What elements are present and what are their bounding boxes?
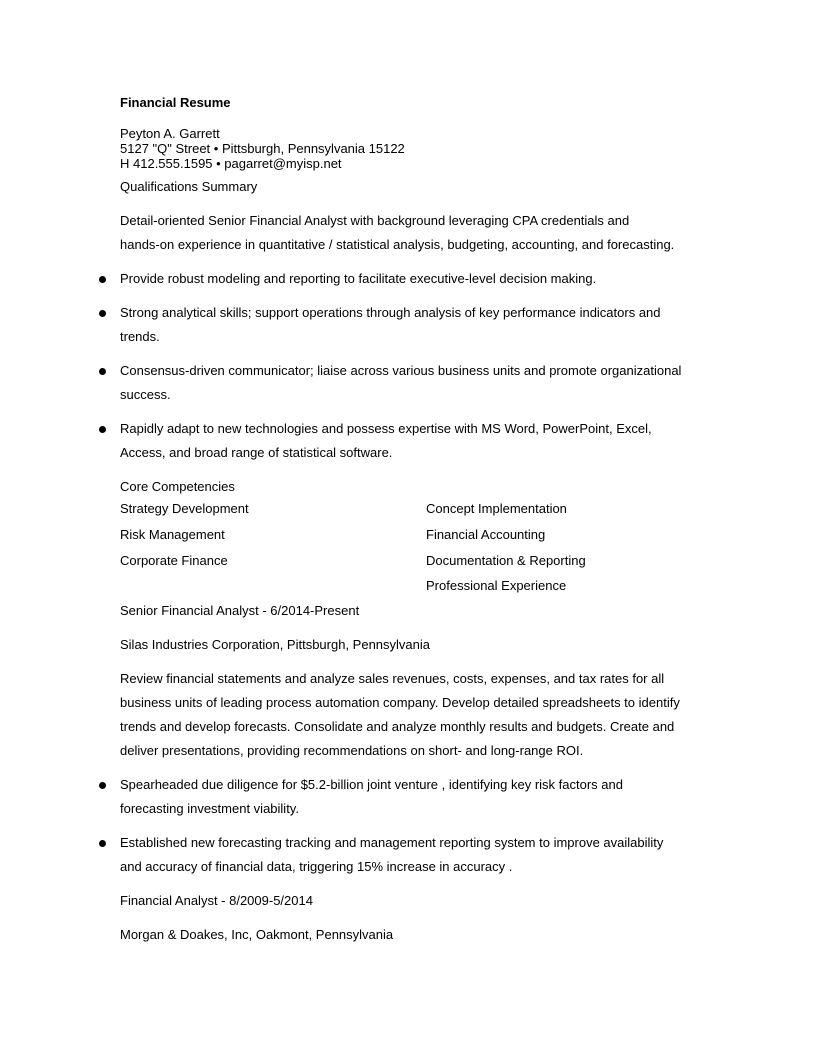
- job-title: Financial Analyst - 8/2009-5/2014: [120, 893, 313, 908]
- job-company: Morgan & Doakes, Inc, Oakmont, Pennsylvania: [120, 927, 394, 942]
- competency-item: Strategy Development: [120, 501, 249, 516]
- qualification-bullet-text: Access, and broad range of statistical software.: [120, 445, 393, 460]
- qualification-bullet-text: trends.: [120, 329, 160, 344]
- competencies-heading: Core Competencies: [120, 479, 235, 494]
- bullet-dot: [99, 840, 106, 847]
- job-bullet-text: Established new forecasting tracking and management reporting system to improve availability: [120, 835, 664, 850]
- contact-phone-email: H 412.555.1595 • pagarret@myisp.net: [120, 156, 342, 171]
- job-bullet-text: forecasting investment viability.: [120, 801, 299, 816]
- job-company: Silas Industries Corporation, Pittsburgh, Pennsylvania: [120, 637, 430, 652]
- summary-line: Detail-oriented Senior Financial Analyst with background leveraging CPA credentials and: [120, 213, 630, 228]
- job-description-line: trends and develop forecasts. Consolidate and analyze monthly results and budgets. Create and: [120, 719, 675, 734]
- document-title: Financial Resume: [120, 95, 231, 110]
- qualification-bullet-text: Provide robust modeling and reporting to facilitate executive-level decision making.: [120, 271, 597, 286]
- bullet-dot: [99, 276, 106, 283]
- bullet-dot: [99, 782, 106, 789]
- job-title: Senior Financial Analyst - 6/2014-Present: [120, 603, 360, 618]
- job-bullet-text: and accuracy of financial data, triggering 15% increase in accuracy .: [120, 859, 513, 874]
- bullet-dot: [99, 310, 106, 317]
- qualification-bullet-text: Strong analytical skills; support operations through analysis of key performance indicators and: [120, 305, 661, 320]
- qualification-bullet-text: Rapidly adapt to new technologies and possess expertise with MS Word, PowerPoint, Excel,: [120, 421, 652, 436]
- competency-item: Corporate Finance: [120, 553, 228, 568]
- job-bullet-text: Spearheaded due diligence for $5.2-billion joint venture , identifying key risk factors and: [120, 777, 623, 792]
- qualifications-heading: Qualifications Summary: [120, 179, 258, 194]
- experience-heading: Professional Experience: [426, 578, 567, 593]
- competency-item: Financial Accounting: [426, 527, 546, 542]
- job-description-line: business units of leading process automation company. Develop detailed spreadsheets to identify: [120, 695, 680, 710]
- qualification-bullet-text: Consensus-driven communicator; liaise across various business units and promote organizational: [120, 363, 682, 378]
- contact-address: 5127 "Q" Street • Pittsburgh, Pennsylvania 15122: [120, 141, 405, 156]
- competency-item: Documentation & Reporting: [426, 553, 586, 568]
- competency-item: Risk Management: [120, 527, 225, 542]
- contact-name: Peyton A. Garrett: [120, 126, 220, 141]
- competency-item: Concept Implementation: [426, 501, 567, 516]
- bullet-dot: [99, 426, 106, 433]
- summary-line: hands-on experience in quantitative / statistical analysis, budgeting, accounting, and forecasting.: [120, 237, 675, 252]
- job-description-line: deliver presentations, providing recommendations on short- and long-range ROI.: [120, 743, 584, 758]
- qualification-bullet-text: success.: [120, 387, 171, 402]
- bullet-dot: [99, 368, 106, 375]
- job-description-line: Review financial statements and analyze sales revenues, costs, expenses, and tax rates for all: [120, 671, 665, 686]
